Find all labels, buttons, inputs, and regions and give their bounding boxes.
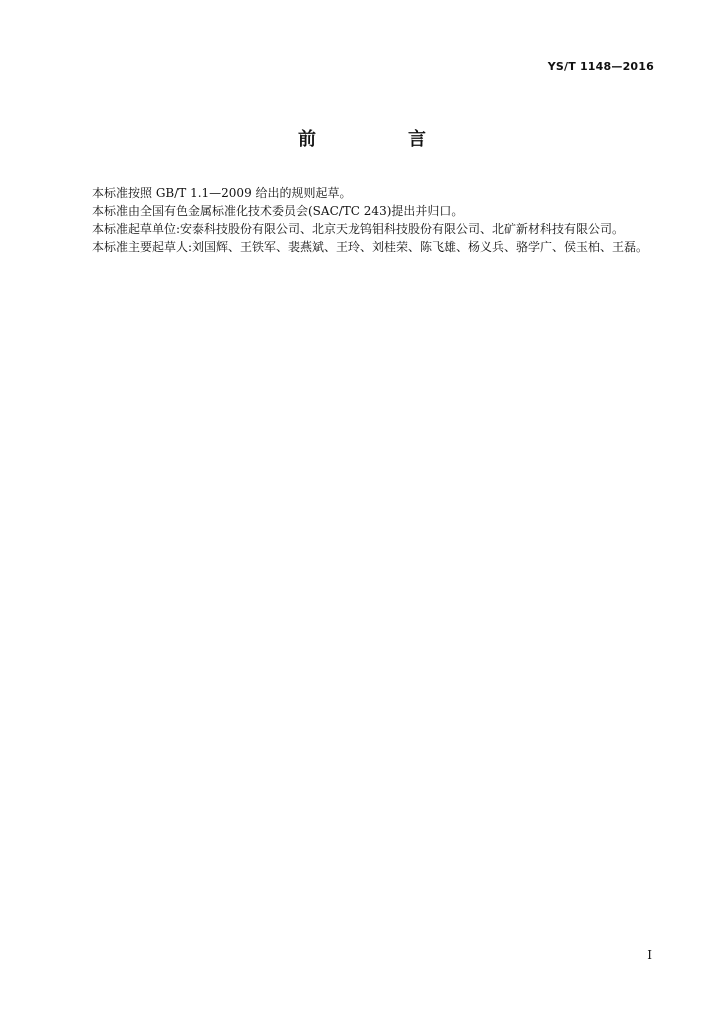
paragraph-drafting-units: 本标准起草单位:安泰科技股份有限公司、北京天龙钨钼科技股份有限公司、北矿新材科技有限公司。 [92,222,625,236]
foreword-body [68,184,658,256]
page-title: 前 言 [298,129,463,150]
paragraph-main-drafters: 本标准主要起草人:刘国辉、王铁军、裴燕斌、王玲、刘桂荣、陈飞雄、杨义兵、骆学广、侯玉柏、王磊。 [92,240,649,254]
page-number: I [647,948,652,962]
standard-code: YS/T 1148—2016 [547,60,654,73]
paragraph-drafting-rules: 本标准按照 GB/T 1.1—2009 给出的规则起草。 [92,186,352,200]
paragraph-proposer: 本标准由全国有色金属标准化技术委员会(SAC/TC 243)提出并归口。 [92,204,464,218]
